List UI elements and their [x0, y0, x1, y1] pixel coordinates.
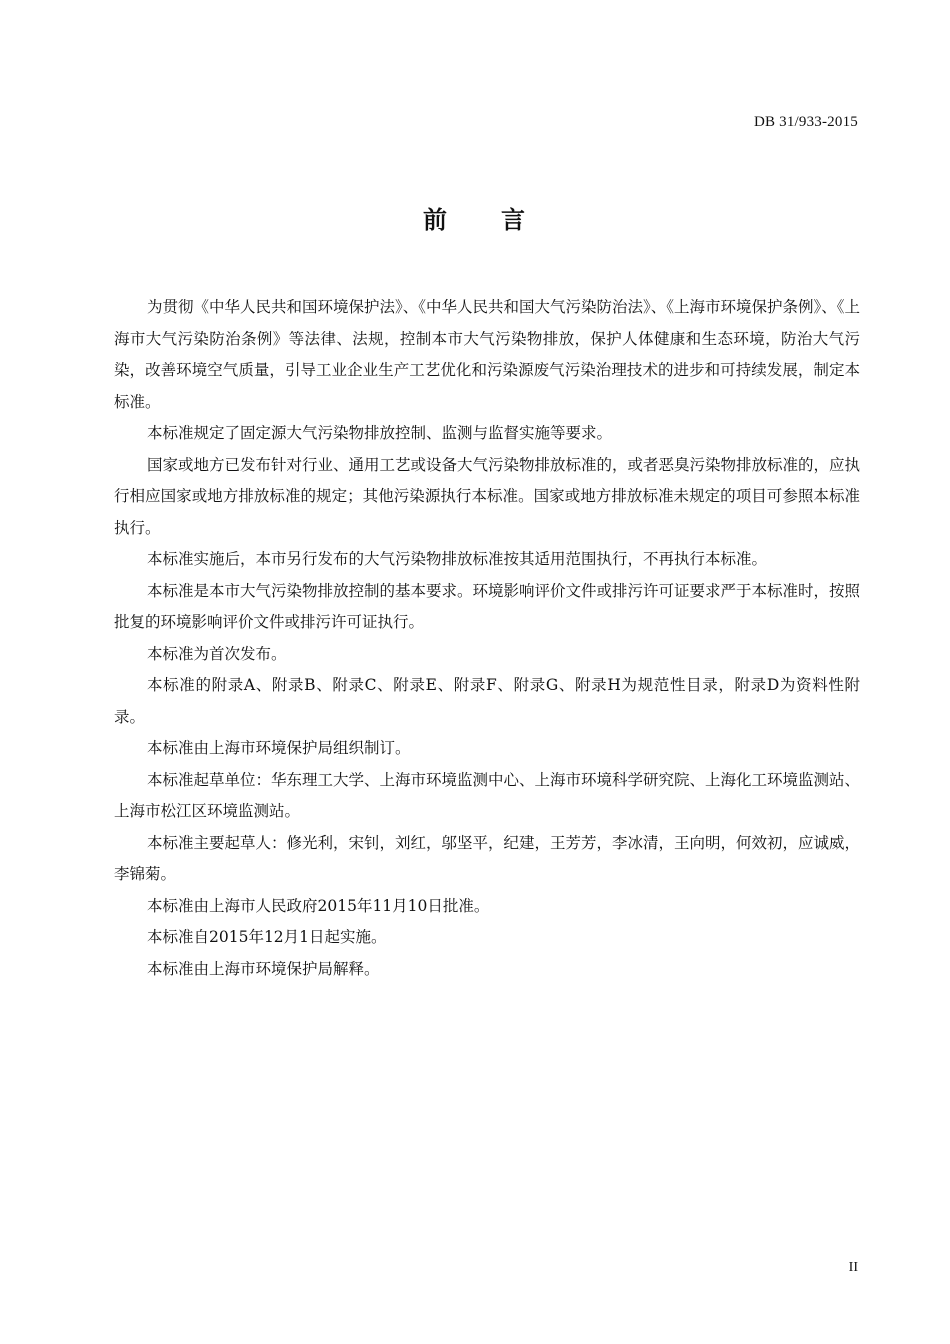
paragraph-purpose: 为贯彻《中华人民共和国环境保护法》、《中华人民共和国大气污染防治法》、《上海市环境保护条例》、《上海市大气污染防治条例》等法律、法规，控制本市大气污染物排放，保护人体健康和生态环境，防治大气污染，改善环境空气质量，引导工业企业生产工艺优化和污染源废气污染治理技术的进步和可持续发展，制定本标准。 [114, 298, 861, 411]
paragraph-drafters: 本标准主要起草人：修光利，宋钊，刘红，邬坚平，纪建，王芳芳，李冰清，王向明，何效初，应诚威，李锦菊。 [114, 833, 861, 883]
foreword-body [114, 292, 860, 985]
paragraph-approval: 本标准由上海市人民政府2015年11月10日批准。 [147, 896, 490, 915]
paragraph-implementation: 本标准实施后，本市另行发布的大气污染物排放标准按其适用范围执行，不再执行本标准。 [147, 550, 768, 568]
paragraph-effective-date: 本标准自2015年12月1日起实施。 [147, 928, 387, 946]
document-code: DB 31/933-2015 [753, 114, 858, 130]
page-number: II [848, 1260, 858, 1275]
paragraph-appendices: 本标准的附录A、附录B、附录C、附录E、附录F、附录G、附录H为规范性目录，附录D为资料性附录。 [114, 676, 860, 726]
paragraph-applicability: 国家或地方已发布针对行业、通用工艺或设备大气污染物排放标准的，或者恶臭污染物排放标准的，应执行相应国家或地方排放标准的规定；其他污染源执行本标准。国家或地方排放标准未规定的项目可参照本标准执行。 [114, 455, 861, 537]
title-char-1: 前 [423, 206, 449, 234]
page-title [0, 200, 950, 235]
paragraph-drafting-units: 本标准起草单位：华东理工大学、上海市环境监测中心、上海市环境科学研究院、上海化工环境监测站、上海市松江区环境监测站。 [114, 770, 861, 820]
paragraph-organizer: 本标准由上海市环境保护局组织制订。 [147, 739, 411, 757]
paragraph-interpretation: 本标准由上海市环境保护局解释。 [147, 959, 380, 978]
paragraph-basic-requirement: 本标准是本市大气污染物排放控制的基本要求。环境影响评价文件或排污许可证要求严于本标准时，按照批复的环境影响评价文件或排污许可证执行。 [114, 581, 861, 631]
title-char-2: 言 [501, 206, 527, 234]
paragraph-first-release: 本标准为首次发布。 [147, 644, 287, 663]
paragraph-scope: 本标准规定了固定源大气污染物排放控制、监测与监督实施等要求。 [147, 424, 613, 442]
